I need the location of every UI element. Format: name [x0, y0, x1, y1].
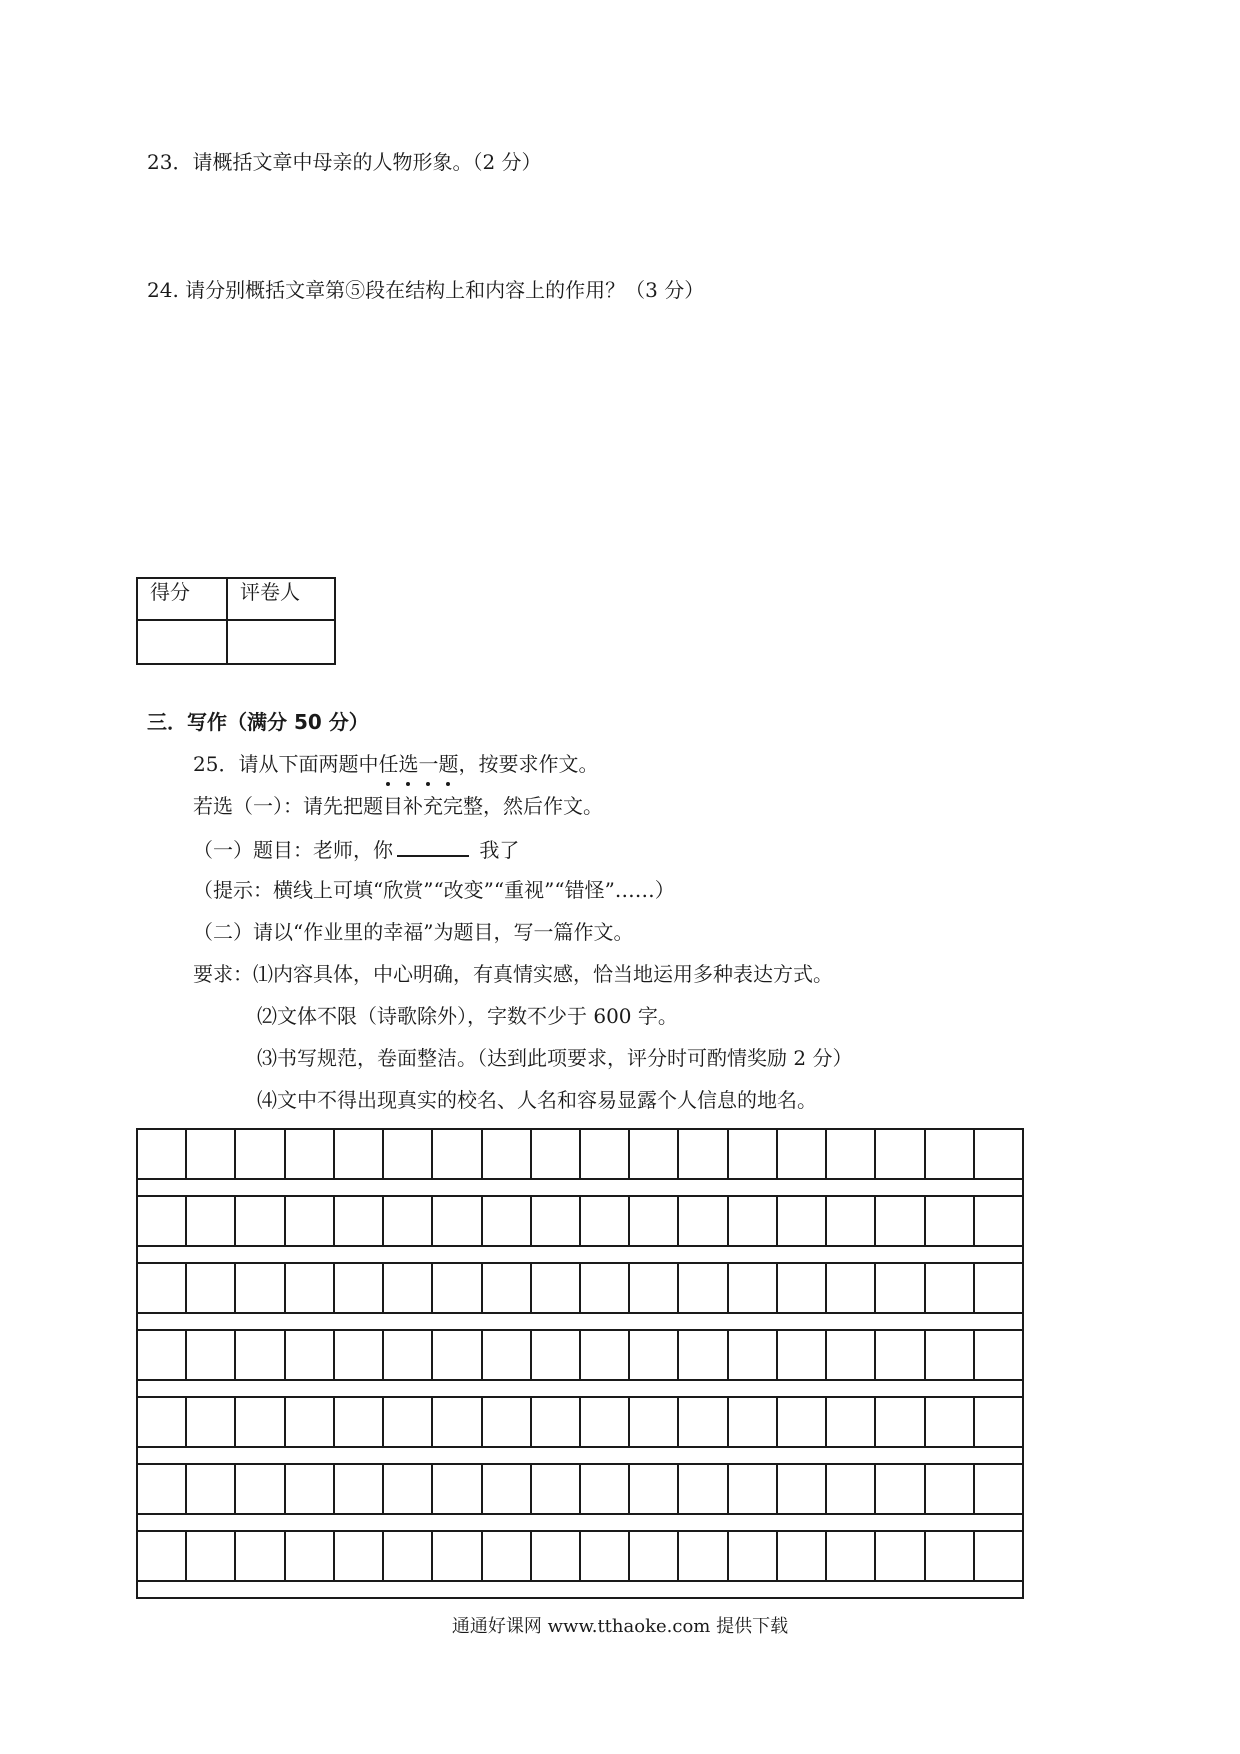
grid-cell: [729, 1130, 778, 1178]
grid-cell: [532, 1130, 581, 1178]
grid-cell: [138, 1331, 187, 1379]
grid-cell: [630, 1398, 679, 1446]
grid-cell: [532, 1532, 581, 1580]
grid-cell: [236, 1532, 285, 1580]
grid-cell: [581, 1398, 630, 1446]
grid-cell: [679, 1532, 728, 1580]
grid-cell: [483, 1465, 532, 1513]
grid-cell: [335, 1197, 384, 1245]
grid-cell: [926, 1331, 975, 1379]
grid-cell: [187, 1398, 236, 1446]
grid-cell: [975, 1398, 1022, 1446]
grid-cell: [335, 1264, 384, 1312]
grid-cell: [876, 1532, 925, 1580]
grid-cell: [827, 1398, 876, 1446]
grid-cell: [483, 1532, 532, 1580]
grid-cell: [679, 1197, 728, 1245]
grid-cell: [138, 1197, 187, 1245]
grader-blank-cell: [227, 620, 335, 664]
q25-prefix: 25．请从下面两题中: [193, 752, 379, 776]
grid-cell: [729, 1197, 778, 1245]
grid-cell: [876, 1465, 925, 1513]
q25-suffix: ，按要求作文。: [458, 752, 599, 776]
grid-row-gap: [136, 1312, 1024, 1329]
grid-cell: [236, 1465, 285, 1513]
grid-cell: [778, 1197, 827, 1245]
q25-emphasis-char: 选: [398, 752, 419, 776]
grid-cell: [581, 1264, 630, 1312]
score-blank-cell: [137, 620, 227, 664]
grid-cell: [876, 1331, 925, 1379]
grid-cell: [483, 1264, 532, 1312]
grid-cell: [384, 1130, 433, 1178]
grid-cell: [532, 1331, 581, 1379]
grid-cell: [187, 1465, 236, 1513]
grid-cell: [483, 1331, 532, 1379]
grid-cell: [876, 1197, 925, 1245]
option-1-suffix: 我了: [479, 838, 520, 862]
requirement-3: ⑶书写规范，卷面整洁。（达到此项要求，评分时可酌情奖励 2 分）: [257, 1046, 853, 1070]
score-table: [136, 577, 336, 665]
grid-cell: [286, 1532, 335, 1580]
grid-cell: [630, 1465, 679, 1513]
score-label: 得分: [137, 578, 227, 620]
grid-cell: [286, 1465, 335, 1513]
grid-cell: [187, 1331, 236, 1379]
grid-cell: [926, 1130, 975, 1178]
grid-cell: [236, 1130, 285, 1178]
grid-cell: [876, 1398, 925, 1446]
grid-cell: [975, 1130, 1022, 1178]
grid-cell: [630, 1197, 679, 1245]
grid-cell: [975, 1197, 1022, 1245]
grid-cell: [679, 1264, 728, 1312]
option-1-prefix: （一）题目：老师，你: [193, 838, 393, 862]
grid-cell: [433, 1331, 482, 1379]
grid-row: [136, 1262, 1024, 1312]
grid-cell: [926, 1264, 975, 1312]
essay-writing-grid: [136, 1128, 1024, 1599]
option-1: [193, 835, 519, 863]
grid-cell: [286, 1264, 335, 1312]
grid-cell: [679, 1465, 728, 1513]
grid-cell: [778, 1398, 827, 1446]
grid-cell: [679, 1398, 728, 1446]
grid-cell: [827, 1130, 876, 1178]
grid-cell: [778, 1331, 827, 1379]
grid-cell: [630, 1264, 679, 1312]
grid-cell: [729, 1465, 778, 1513]
grid-cell: [532, 1465, 581, 1513]
grid-cell: [581, 1331, 630, 1379]
grid-cell: [926, 1532, 975, 1580]
grid-row: [136, 1396, 1024, 1446]
grid-cell: [630, 1532, 679, 1580]
q25-emphasis-char: 一: [418, 752, 439, 776]
grid-cell: [876, 1264, 925, 1312]
grid-cell: [384, 1197, 433, 1245]
grid-row-gap: [136, 1446, 1024, 1463]
grid-cell: [384, 1264, 433, 1312]
grid-cell: [384, 1532, 433, 1580]
grid-cell: [630, 1331, 679, 1379]
grid-cell: [236, 1264, 285, 1312]
grid-cell: [138, 1532, 187, 1580]
grid-cell: [335, 1130, 384, 1178]
grid-cell: [138, 1130, 187, 1178]
q25-emphasis-char: 题: [438, 752, 459, 776]
requirement-2: ⑵文体不限（诗歌除外），字数不少于 600 字。: [257, 1004, 678, 1028]
grid-cell: [483, 1197, 532, 1245]
section-title-writing: 三．写作（满分 50 分）: [147, 710, 369, 734]
grid-cell: [335, 1465, 384, 1513]
grid-row-gap: [136, 1245, 1024, 1262]
grid-cell: [433, 1398, 482, 1446]
grid-cell: [827, 1532, 876, 1580]
grid-cell: [876, 1130, 925, 1178]
grid-row: [136, 1530, 1024, 1580]
grid-cell: [975, 1331, 1022, 1379]
grid-cell: [236, 1197, 285, 1245]
grid-cell: [975, 1532, 1022, 1580]
grid-cell: [926, 1465, 975, 1513]
grid-row: [136, 1195, 1024, 1245]
grid-cell: [827, 1197, 876, 1245]
grid-cell: [778, 1264, 827, 1312]
grid-cell: [236, 1398, 285, 1446]
grid-cell: [433, 1264, 482, 1312]
grid-cell: [433, 1532, 482, 1580]
grid-cell: [433, 1197, 482, 1245]
grid-cell: [926, 1398, 975, 1446]
grid-cell: [384, 1398, 433, 1446]
grid-cell: [187, 1197, 236, 1245]
question-24: 24. 请分别概括文章第⑤段在结构上和内容上的作用？（3 分）: [147, 278, 705, 302]
grid-row-gap: [136, 1580, 1024, 1599]
grid-cell: [286, 1331, 335, 1379]
grid-cell: [778, 1130, 827, 1178]
grid-cell: [532, 1398, 581, 1446]
grid-cell: [384, 1331, 433, 1379]
grid-cell: [532, 1264, 581, 1312]
grid-cell: [729, 1398, 778, 1446]
q25-emphasis-char: 任: [378, 752, 399, 776]
grid-cell: [827, 1465, 876, 1513]
grid-cell: [630, 1130, 679, 1178]
question-23: 23．请概括文章中母亲的人物形象。（2 分）: [147, 150, 542, 174]
option-2: （二）请以“作业里的幸福”为题目，写一篇作文。: [193, 920, 634, 944]
grid-cell: [335, 1532, 384, 1580]
grid-cell: [433, 1130, 482, 1178]
grid-cell: [581, 1465, 630, 1513]
fill-in-blank: [397, 835, 469, 857]
grid-cell: [187, 1130, 236, 1178]
grid-cell: [187, 1532, 236, 1580]
question-25: [193, 751, 598, 777]
grid-cell: [827, 1264, 876, 1312]
grid-cell: [187, 1264, 236, 1312]
requirement-4: ⑷文中不得出现真实的校名、人名和容易显露个人信息的地名。: [257, 1088, 817, 1112]
grid-cell: [384, 1465, 433, 1513]
grid-cell: [778, 1532, 827, 1580]
grid-cell: [729, 1532, 778, 1580]
requirement-1: 要求：⑴内容具体，中心明确，有真情实感，恰当地运用多种表达方式。: [193, 962, 833, 986]
grid-cell: [581, 1532, 630, 1580]
grid-cell: [335, 1331, 384, 1379]
grid-cell: [975, 1264, 1022, 1312]
grid-cell: [138, 1264, 187, 1312]
grid-row-gap: [136, 1379, 1024, 1396]
grid-row-gap: [136, 1513, 1024, 1530]
if-select-instruction: 若选（一）：请先把题目补充完整，然后作文。: [193, 794, 603, 818]
grid-cell: [729, 1331, 778, 1379]
grid-cell: [483, 1398, 532, 1446]
grid-cell: [335, 1398, 384, 1446]
grid-row: [136, 1463, 1024, 1513]
footer-source: 通通好课网 www.tthaoke.com 提供下载: [451, 1616, 789, 1637]
grid-cell: [286, 1130, 335, 1178]
grid-cell: [483, 1130, 532, 1178]
grid-row: [136, 1329, 1024, 1379]
grid-cell: [679, 1331, 728, 1379]
grid-row: [136, 1128, 1024, 1178]
grid-cell: [236, 1331, 285, 1379]
grid-cell: [926, 1197, 975, 1245]
grid-cell: [138, 1398, 187, 1446]
grid-cell: [679, 1130, 728, 1178]
grid-cell: [975, 1465, 1022, 1513]
grid-cell: [286, 1398, 335, 1446]
grid-cell: [729, 1264, 778, 1312]
grader-label: 评卷人: [227, 578, 335, 620]
grid-row-gap: [136, 1178, 1024, 1195]
grid-cell: [581, 1130, 630, 1178]
grid-cell: [827, 1331, 876, 1379]
grid-cell: [286, 1197, 335, 1245]
hint: （提示：横线上可填“欣赏”“改变”“重视”“错怪”……）: [193, 878, 675, 902]
grid-cell: [433, 1465, 482, 1513]
grid-cell: [532, 1197, 581, 1245]
grid-cell: [581, 1197, 630, 1245]
grid-cell: [138, 1465, 187, 1513]
grid-cell: [778, 1465, 827, 1513]
